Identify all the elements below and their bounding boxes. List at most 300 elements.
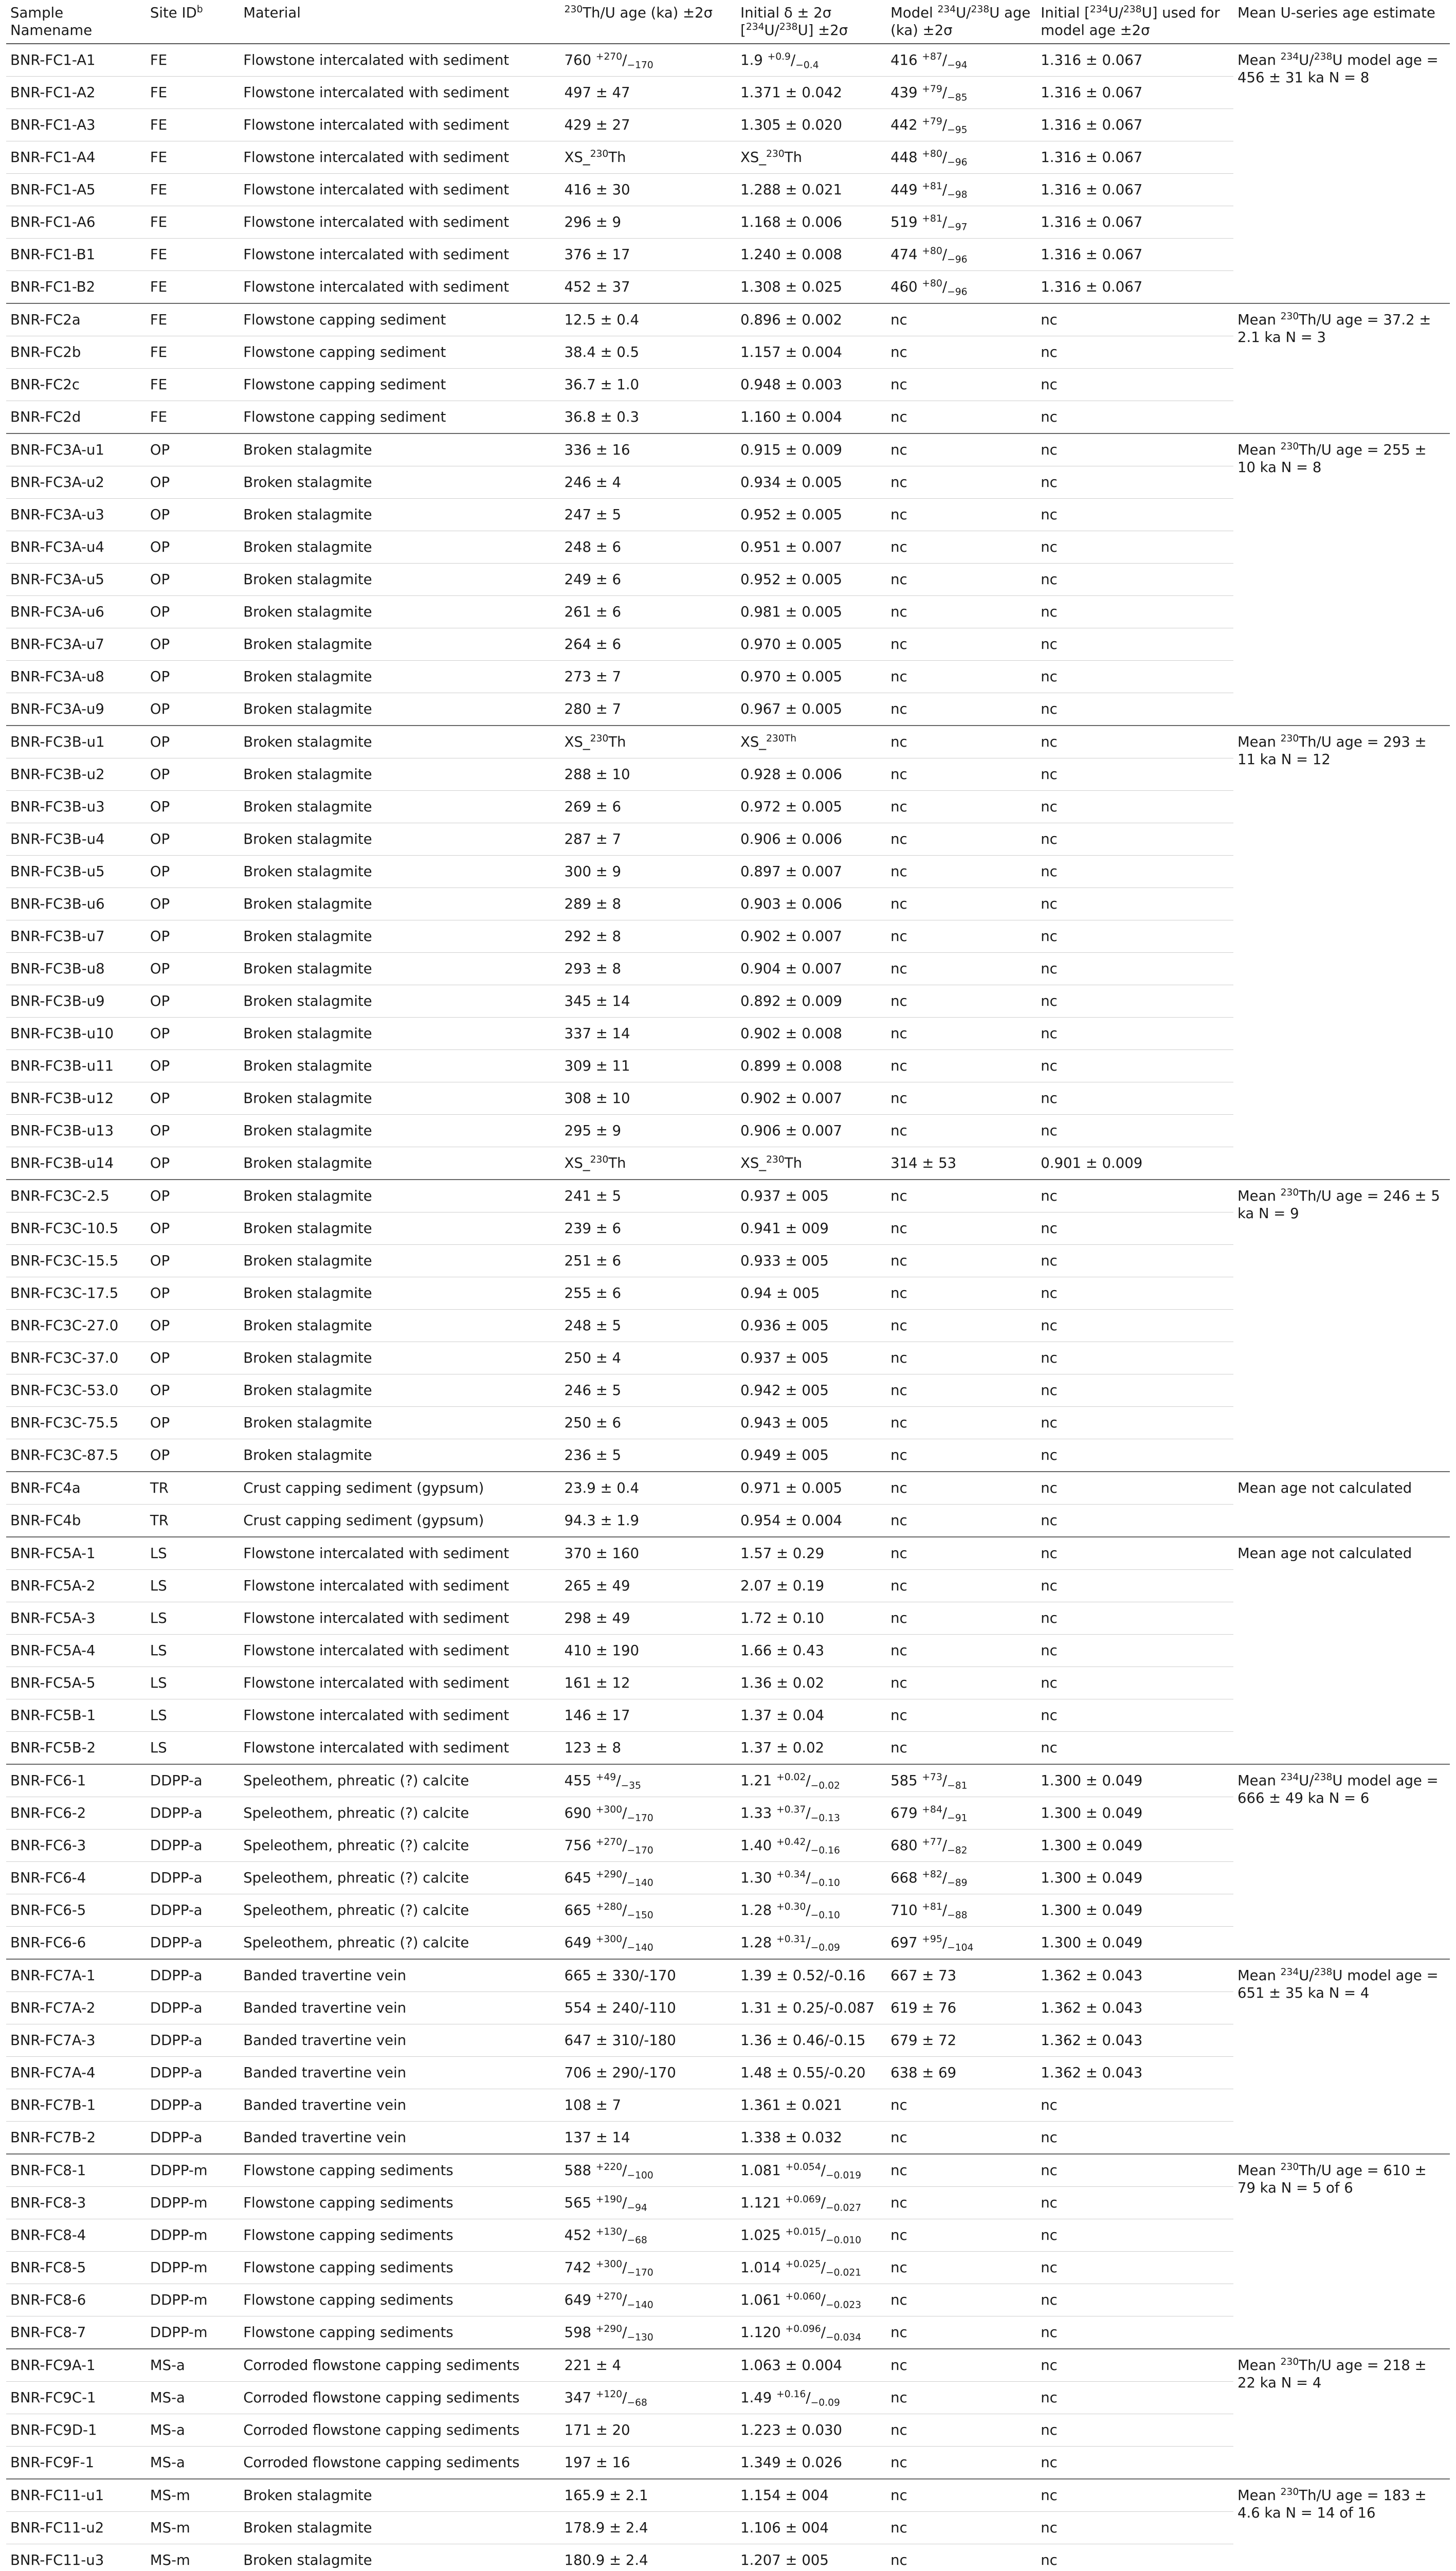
table-row [6,1277,1450,1310]
cell-thu-age: 295 ± 9 [560,1115,736,1147]
cell-site-id: OP [146,596,239,628]
cell-sample-name: BNR-FC8-3 [6,2187,146,2219]
cell-sample-name: BNR-FC1-A1 [6,44,146,77]
cell-model-age: nc [886,1082,1036,1115]
table-row [6,1472,1450,1505]
cell-model-age: nc [886,2154,1036,2187]
cell-sample-name: BNR-FC1-A5 [6,174,146,206]
cell-sample-name: BNR-FC3B-u7 [6,920,146,953]
cell-sample-name: BNR-FC5A-4 [6,1635,146,1667]
cell-model-age: nc [886,1407,1036,1439]
cell-material: Speleothem, phreatic (?) calcite [239,1764,560,1797]
cell-material: Flowstone intercalated with sediment [239,1635,560,1667]
cell-initial-ratio: 1.31 ± 0.25/-0.087 [736,1992,886,2024]
cell-site-id: DDPP-a [146,1959,239,1992]
cell-thu-age: 649 $^{+270}/_{-140}$ [560,2284,736,2316]
cell-model-age: nc [886,2447,1036,2479]
table-row [6,2512,1450,2544]
cell-material: Flowstone intercalated with sediment [239,44,560,77]
cell-sample-name: BNR-FC5B-2 [6,1732,146,1765]
cell-initial-used: nc [1036,466,1233,499]
table-row [6,1699,1450,1732]
table-row [6,1342,1450,1374]
cell-thu-age: 288 ± 10 [560,758,736,791]
table-row [6,2544,1450,2571]
cell-initial-used: nc [1036,1505,1233,1537]
table-row [6,758,1450,791]
cell-initial-used: nc [1036,2154,1233,2187]
cell-thu-age: 248 ± 6 [560,531,736,564]
cell-initial-ratio: 0.899 ± 0.008 [736,1050,886,1082]
cell-initial-used: nc [1036,433,1233,466]
cell-initial-ratio: 1.28 $^{+0.30}/_{-0.10}$ [736,1894,886,1927]
cell-initial-ratio: 0.952 ± 0.005 [736,499,886,531]
table-row [6,369,1450,401]
cell-site-id: OP [146,1374,239,1407]
cell-site-id: OP [146,499,239,531]
cell-sample-name: BNR-FC6-6 [6,1927,146,1960]
cell-initial-used: nc [1036,1050,1233,1082]
cell-sample-name: BNR-FC7A-4 [6,2057,146,2089]
cell-initial-used: nc [1036,920,1233,953]
cell-material: Flowstone intercalated with sediment [239,1537,560,1570]
cell-sample-name: BNR-FC3C-17.5 [6,1277,146,1310]
cell-initial-used: nc [1036,1570,1233,1602]
cell-mean-age: Mean $^{230}$Th/U age = 293 ± 11 ka N = 12 [1233,726,1450,1180]
cell-site-id: LS [146,1667,239,1699]
cell-model-age: nc [886,2089,1036,2122]
cell-thu-age: 123 ± 8 [560,1732,736,1765]
cell-site-id: OP [146,1439,239,1472]
cell-initial-ratio: 1.207 ± 005 [736,2544,886,2571]
cell-sample-name: BNR-FC4b [6,1505,146,1537]
cell-sample-name: BNR-FC2b [6,336,146,369]
cell-site-id: OP [146,1245,239,1277]
cell-material: Flowstone capping sediments [239,2316,560,2349]
cell-initial-ratio: 0.915 ± 0.009 [736,433,886,466]
cell-initial-ratio: 1.21 $^{+0.02}/_{-0.02}$ [736,1764,886,1797]
cell-initial-ratio: 1.061 $^{+0.060}/_{-0.023}$ [736,2284,886,2316]
cell-initial-used: nc [1036,661,1233,693]
table-row [6,2187,1450,2219]
cell-material: Flowstone intercalated with sediment [239,206,560,239]
cell-initial-used: nc [1036,2122,1233,2154]
table-row [6,2414,1450,2447]
cell-initial-ratio: 1.025 $^{+0.015}/_{-0.010}$ [736,2219,886,2252]
cell-initial-ratio: 1.36 ± 0.02 [736,1667,886,1699]
cell-sample-name: BNR-FC5A-5 [6,1667,146,1699]
cell-sample-name: BNR-FC2d [6,401,146,434]
table-row [6,77,1450,109]
cell-site-id: OP [146,791,239,823]
cell-sample-name: BNR-FC5A-3 [6,1602,146,1635]
cell-model-age: nc [886,920,1036,953]
cell-sample-name: BNR-FC3A-u8 [6,661,146,693]
table-row [6,2479,1450,2512]
cell-model-age: nc [886,628,1036,661]
table-row [6,564,1450,596]
cell-material: Broken stalagmite [239,1212,560,1245]
table-row [6,1862,1450,1894]
cell-initial-ratio: 1.349 ± 0.026 [736,2447,886,2479]
cell-model-age: 442 $^{+79}/_{-95}$ [886,109,1036,141]
cell-material: Broken stalagmite [239,823,560,856]
cell-initial-ratio: 1.37 ± 0.02 [736,1732,886,1765]
cell-sample-name: BNR-FC1-B1 [6,239,146,271]
cell-site-id: FE [146,336,239,369]
table-row [6,1310,1450,1342]
cell-material: Speleothem, phreatic (?) calcite [239,1927,560,1960]
cell-thu-age: 108 ± 7 [560,2089,736,2122]
cell-thu-age: 287 ± 7 [560,823,736,856]
cell-thu-age: 376 ± 17 [560,239,736,271]
table-row [6,2154,1450,2187]
cell-initial-used: nc [1036,2479,1233,2512]
cell-model-age: 679 $^{+84}/_{-91}$ [886,1797,1036,1830]
cell-sample-name: BNR-FC3A-u2 [6,466,146,499]
cell-sample-name: BNR-FC7B-2 [6,2122,146,2154]
cell-thu-age: 756 $^{+270}/_{-170}$ [560,1830,736,1862]
cell-site-id: OP [146,1277,239,1310]
cell-model-age: 667 ± 73 [886,1959,1036,1992]
cell-model-age: nc [886,1050,1036,1082]
cell-initial-ratio: 0.967 ± 0.005 [736,693,886,726]
cell-model-age: nc [886,2512,1036,2544]
cell-site-id: OP [146,823,239,856]
cell-initial-ratio: 0.902 ± 0.008 [736,1018,886,1050]
cell-model-age: 619 ± 76 [886,1992,1036,2024]
cell-site-id: OP [146,1407,239,1439]
cell-material: Flowstone capping sediments [239,2187,560,2219]
cell-initial-ratio: 0.902 ± 0.007 [736,1082,886,1115]
cell-sample-name: BNR-FC3A-u5 [6,564,146,596]
cell-site-id: LS [146,1602,239,1635]
cell-mean-age: Mean $^{230}$Th/U age = 255 ± 10 ka N = 8 [1233,433,1450,726]
table-row [6,1082,1450,1115]
cell-initial-used: nc [1036,2414,1233,2447]
cell-site-id: FE [146,401,239,434]
cell-material: Flowstone capping sediment [239,336,560,369]
cell-model-age: nc [886,1018,1036,1050]
cell-mean-age: Mean $^{234}$U/$^{238}$U model age = 456 ± 31 ka N = 8 [1237,51,1439,86]
cell-initial-ratio: 1.28 $^{+0.31}/_{-0.09}$ [736,1927,886,1960]
cell-material: Broken stalagmite [239,564,560,596]
cell-site-id: OP [146,920,239,953]
cell-site-id: FE [146,239,239,271]
column-header-site-id: Site $ID^b$ [146,0,239,44]
cell-site-id: OP [146,628,239,661]
cell-initial-used: 1.362 ± 0.043 [1036,1992,1233,2024]
cell-model-age: nc [886,1505,1036,1537]
cell-site-id: DDPP-m [146,2219,239,2252]
table-row [6,271,1450,304]
table-row [6,661,1450,693]
cell-material: Broken stalagmite [239,1115,560,1147]
cell-initial-used: nc [1036,336,1233,369]
cell-initial-ratio: 1.37 ± 0.04 [736,1699,886,1732]
cell-site-id: MS-a [146,2414,239,2447]
cell-initial-ratio: 0.970 ± 0.005 [736,628,886,661]
cell-material: Broken stalagmite [239,693,560,726]
cell-model-age: nc [886,726,1036,758]
cell-sample-name: BNR-FC3B-u10 [6,1018,146,1050]
cell-thu-age: 665 $^{+280}/_{-150}$ [560,1894,736,1927]
cell-thu-age: 249 ± 6 [560,564,736,596]
cell-model-age: nc [886,791,1036,823]
cell-site-id: OP [146,1342,239,1374]
table-row [6,336,1450,369]
cell-initial-ratio: 1.168 ± 0.006 [736,206,886,239]
cell-site-id: DDPP-a [146,1927,239,1960]
cell-material: Broken stalagmite [239,1050,560,1082]
cell-initial-ratio: 0.949 ± 005 [736,1439,886,1472]
cell-site-id: DDPP-a [146,2057,239,2089]
cell-thu-age: 429 ± 27 [560,109,736,141]
cell-site-id: FE [146,303,239,336]
cell-initial-ratio: 1.154 ± 004 [736,2479,886,2512]
cell-site-id: OP [146,693,239,726]
cell-initial-used: nc [1036,758,1233,791]
cell-site-id: FE [146,109,239,141]
cell-site-id: OP [146,953,239,985]
table-row [6,2122,1450,2154]
cell-model-age: 638 ± 69 [886,2057,1036,2089]
cell-initial-ratio: 1.39 ± 0.52/-0.16 [736,1959,886,1992]
cell-sample-name: BNR-FC3B-u14 [6,1147,146,1180]
cell-material: Broken stalagmite [239,2544,560,2571]
cell-model-age: nc [886,823,1036,856]
cell-material: Flowstone intercalated with sediment [239,174,560,206]
table-row [6,1245,1450,1277]
column-header-model-age: Model $^{234}$U/$^{238}$U age (ka) ±2σ [886,0,1036,44]
cell-site-id: LS [146,1570,239,1602]
cell-material: Flowstone intercalated with sediment [239,1667,560,1699]
cell-site-id: MS-a [146,2447,239,2479]
cell-sample-name: BNR-FC3A-u6 [6,596,146,628]
table-row [6,1180,1450,1212]
table-row [6,693,1450,726]
cell-initial-ratio: 0.94 ± 005 [736,1277,886,1310]
cell-site-id: OP [146,466,239,499]
table-row [6,2057,1450,2089]
cell-model-age: nc [886,2544,1036,2571]
cell-initial-used: nc [1036,303,1233,336]
cell-model-age: nc [886,2284,1036,2316]
cell-model-age: nc [886,693,1036,726]
cell-initial-ratio: 1.106 ± 004 [736,2512,886,2544]
cell-thu-age: 12.5 ± 0.4 [560,303,736,336]
cell-initial-used: nc [1036,1082,1233,1115]
cell-sample-name: BNR-FC5A-2 [6,1570,146,1602]
cell-initial-ratio: 0.928 ± 0.006 [736,758,886,791]
cell-model-age: nc [886,2316,1036,2349]
cell-mean-age: Mean $^{234}$U/$^{238}$U model age = 651 ± 35 ka N = 4 [1233,1959,1450,2154]
cell-material: Flowstone capping sediment [239,401,560,434]
table-row [6,2024,1450,2057]
cell-site-id: OP [146,1082,239,1115]
cell-site-id: FE [146,141,239,174]
cell-model-age: nc [886,2252,1036,2284]
cell-initial-ratio: 0.972 ± 0.005 [736,791,886,823]
cell-site-id: OP [146,661,239,693]
cell-initial-used: nc [1036,953,1233,985]
cell-site-id: DDPP-a [146,2089,239,2122]
cell-thu-age: 255 ± 6 [560,1277,736,1310]
cell-initial-used: nc [1036,2512,1233,2544]
cell-site-id: MS-m [146,2512,239,2544]
cell-material: Corroded flowstone capping sediments [239,2447,560,2479]
cell-sample-name: BNR-FC5B-1 [6,1699,146,1732]
cell-sample-name: BNR-FC1-A3 [6,109,146,141]
cell-initial-ratio: 0.937 ± 005 [736,1180,886,1212]
cell-material: Broken stalagmite [239,1342,560,1374]
cell-initial-used: nc [1036,1635,1233,1667]
cell-initial-used: 1.316 ± 0.067 [1036,174,1233,206]
cell-material: Flowstone intercalated with sediment [239,1570,560,1602]
table-row [6,44,1450,77]
cell-thu-age: 336 ± 16 [560,433,736,466]
cell-sample-name: BNR-FC4a [6,1472,146,1505]
cell-model-age: 460 $^{+80}/_{-96}$ [886,271,1036,304]
table-header [6,0,1450,44]
cell-model-age: nc [886,953,1036,985]
cell-model-age: nc [886,661,1036,693]
cell-thu-age: 248 ± 5 [560,1310,736,1342]
cell-site-id: OP [146,531,239,564]
cell-model-age: nc [886,336,1036,369]
cell-initial-ratio: 0.904 ± 0.007 [736,953,886,985]
cell-material: Banded travertine vein [239,1992,560,2024]
cell-model-age: 519 $^{+81}/_{-97}$ [886,206,1036,239]
cell-initial-used: nc [1036,2349,1233,2382]
cell-sample-name: BNR-FC3A-u7 [6,628,146,661]
cell-site-id: OP [146,856,239,888]
cell-sample-name: BNR-FC3B-u8 [6,953,146,985]
cell-sample-name: BNR-FC11-u2 [6,2512,146,2544]
table-row [6,239,1450,271]
cell-site-id: DDPP-a [146,1992,239,2024]
cell-thu-age: 265 ± 49 [560,1570,736,1602]
cell-initial-ratio: 1.66 ± 0.43 [736,1635,886,1667]
cell-sample-name: BNR-FC6-2 [6,1797,146,1830]
cell-sample-name: BNR-FC3C-53.0 [6,1374,146,1407]
cell-site-id: MS-a [146,2349,239,2382]
cell-model-age: nc [886,466,1036,499]
table-row [6,141,1450,174]
table-row [6,856,1450,888]
cell-initial-ratio: 1.371 ± 0.042 [736,77,886,109]
cell-site-id: OP [146,888,239,920]
cell-model-age: nc [886,1732,1036,1765]
cell-site-id: OP [146,1310,239,1342]
cell-initial-used: 1.316 ± 0.067 [1036,77,1233,109]
table-row [6,1830,1450,1862]
cell-initial-ratio: 1.57 ± 0.29 [736,1537,886,1570]
table-row [6,174,1450,206]
table-row [6,791,1450,823]
cell-sample-name: BNR-FC1-A6 [6,206,146,239]
cell-sample-name: BNR-FC3B-u13 [6,1115,146,1147]
cell-material: Broken stalagmite [239,596,560,628]
cell-sample-name: BNR-FC3C-87.5 [6,1439,146,1472]
cell-model-age: 439 $^{+79}/_{-85}$ [886,77,1036,109]
cell-material: Broken stalagmite [239,433,560,466]
cell-initial-ratio: 1.160 ± 0.004 [736,401,886,434]
cell-material: Broken stalagmite [239,1407,560,1439]
cell-site-id: FE [146,369,239,401]
cell-initial-ratio: 0.954 ± 0.004 [736,1505,886,1537]
cell-material: Broken stalagmite [239,531,560,564]
cell-sample-name: BNR-FC6-1 [6,1764,146,1797]
cell-thu-age: 137 ± 14 [560,2122,736,2154]
cell-thu-age: 554 ± 240/-110 [560,1992,736,2024]
cell-material: Broken stalagmite [239,628,560,661]
cell-sample-name: BNR-FC6-4 [6,1862,146,1894]
cell-initial-used: nc [1036,564,1233,596]
cell-initial-ratio: 0.970 ± 0.005 [736,661,886,693]
cell-initial-used: nc [1036,401,1233,434]
cell-initial-ratio: 0.934 ± 0.005 [736,466,886,499]
cell-initial-used: 1.316 ± 0.067 [1036,206,1233,239]
cell-initial-used: nc [1036,1699,1233,1732]
cell-site-id: TR [146,1505,239,1537]
cell-thu-age: 308 ± 10 [560,1082,736,1115]
cell-sample-name: BNR-FC3B-u4 [6,823,146,856]
cell-sample-name: BNR-FC11-u3 [6,2544,146,2571]
cell-initial-ratio: 0.942 ± 005 [736,1374,886,1407]
cell-sample-name: BNR-FC7B-1 [6,2089,146,2122]
table-row [6,1635,1450,1667]
cell-initial-used: nc [1036,1310,1233,1342]
cell-initial-ratio: 0.936 ± 005 [736,1310,886,1342]
cell-site-id: OP [146,1018,239,1050]
cell-sample-name: BNR-FC3B-u3 [6,791,146,823]
cell-initial-ratio: 1.308 ± 0.025 [736,271,886,304]
cell-thu-age: 36.8 ± 0.3 [560,401,736,434]
cell-initial-used: 1.316 ± 0.067 [1036,109,1233,141]
cell-initial-ratio: 0.906 ± 0.007 [736,1115,886,1147]
cell-model-age: nc [886,1635,1036,1667]
cell-sample-name: BNR-FC3C-75.5 [6,1407,146,1439]
cell-material: Broken stalagmite [239,1018,560,1050]
cell-site-id: OP [146,985,239,1018]
table-row [6,1147,1450,1180]
cell-sample-name: BNR-FC7A-1 [6,1959,146,1992]
cell-model-age: nc [886,1537,1036,1570]
cell-initial-used: nc [1036,2544,1233,2571]
cell-sample-name: BNR-FC2c [6,369,146,401]
cell-thu-age: 649 $^{+300}/_{-140}$ [560,1927,736,1960]
cell-initial-ratio: 0.903 ± 0.006 [736,888,886,920]
cell-model-age: nc [886,888,1036,920]
cell-sample-name: BNR-FC3C-27.0 [6,1310,146,1342]
cell-mean-age: Mean $^{230}$Th/U age = 37.2 ± 2.1 ka N = 3 [1233,303,1450,433]
cell-initial-ratio: 1.288 ± 0.021 [736,174,886,206]
cell-sample-name: BNR-FC3A-u1 [6,433,146,466]
cell-thu-age: 665 ± 330/-170 [560,1959,736,1992]
cell-material: Broken stalagmite [239,791,560,823]
cell-sample-name: BNR-FC5A-1 [6,1537,146,1570]
column-header-initial-used: Initial [$^{234}$U/$^{238}$U] used for model age ±2σ [1036,0,1233,44]
cell-mean-age: Mean $^{230}$Th/U age = 183 ± 4.6 ka N = 14 of 16 [1233,2479,1450,2571]
cell-initial-used: nc [1036,499,1233,531]
cell-site-id: DDPP-a [146,2122,239,2154]
table-row [6,1764,1450,1797]
cell-thu-age: 292 ± 8 [560,920,736,953]
cell-initial-ratio: 1.121 $^{+0.069}/_{-0.027}$ [736,2187,886,2219]
cell-thu-age: 221 ± 4 [560,2349,736,2382]
cell-initial-used: 1.362 ± 0.043 [1036,2057,1233,2089]
